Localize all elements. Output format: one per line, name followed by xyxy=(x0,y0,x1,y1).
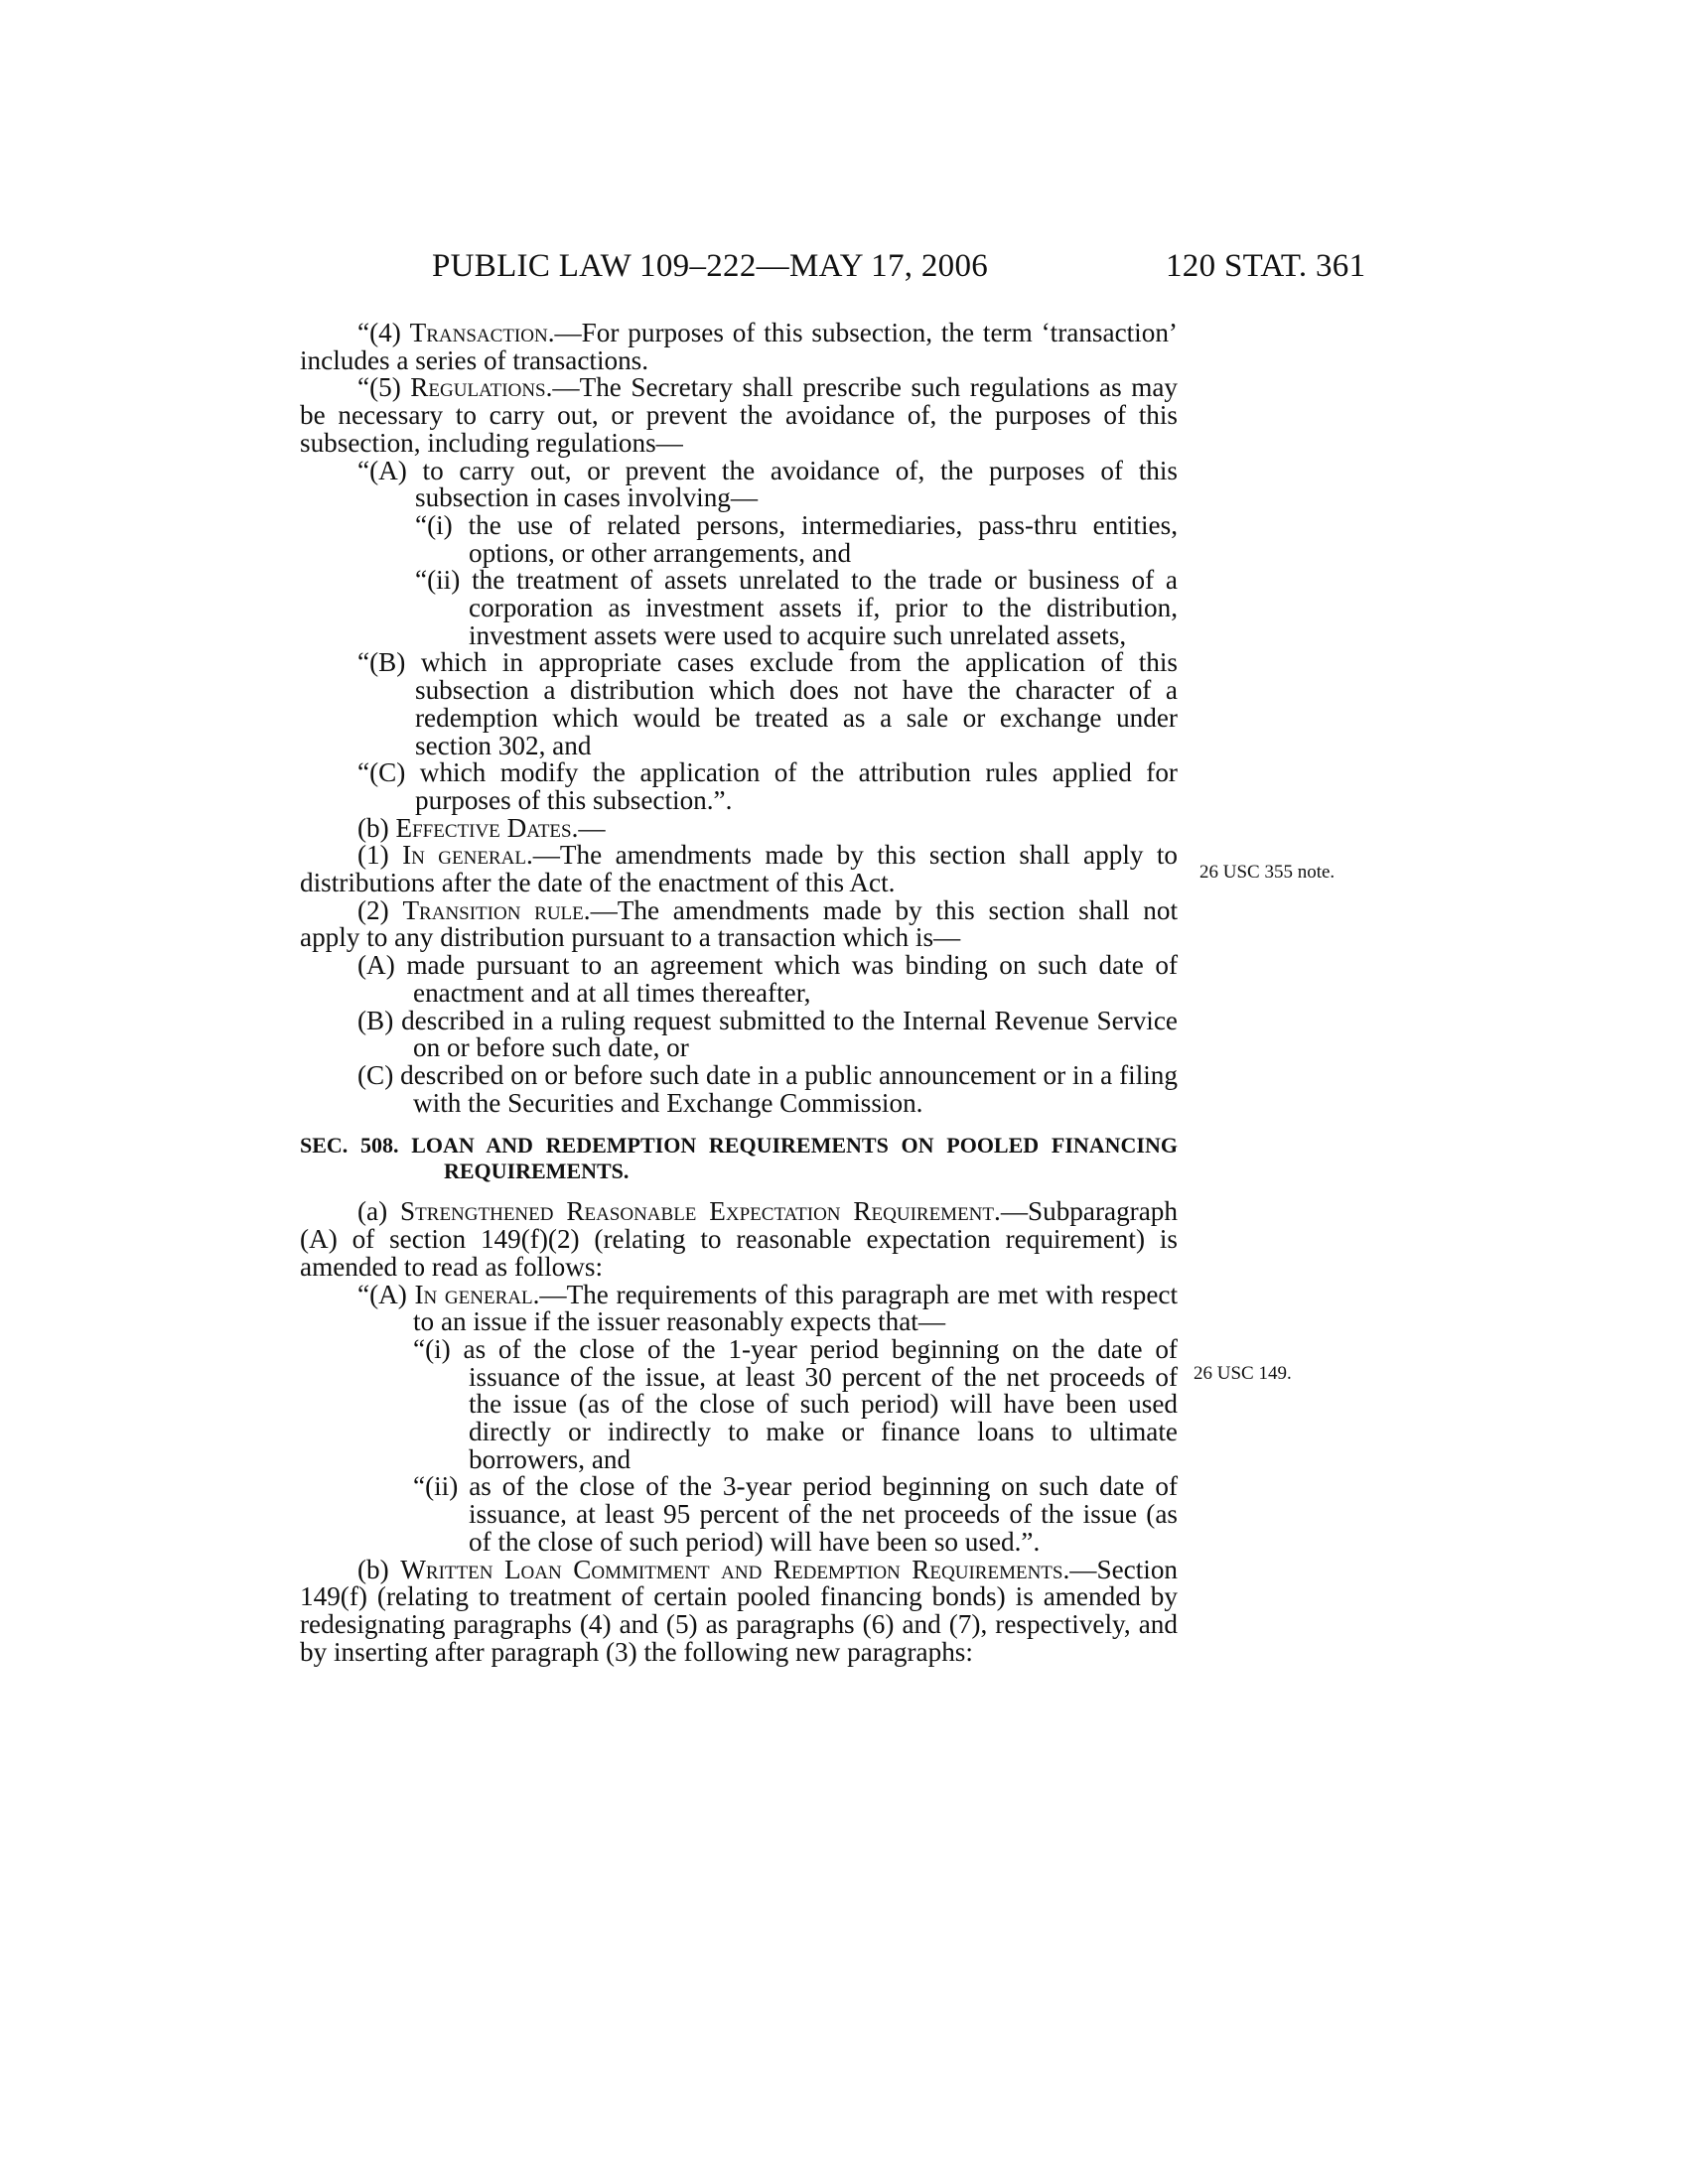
clause-a-i-one-year: “(i) as of the close of the 1-year period beginning on the date of issuance of the issue, at least 30 percent of the net proceeds of the issue (as of the close of such period) will have been used directly or indirectly to make or finance loans to ultimate borrowers, and xyxy=(413,1333,1178,1474)
subparagraph-b-2-a: (A) made pursuant to an agreement which was binding on such date of enactment and at all times thereafter, xyxy=(357,950,1178,1008)
subparagraph-a-in-general: “(A) In general.—The requirements of this paragraph are met with respect to an issue if the issuer reasonably expects that— xyxy=(357,1279,1179,1337)
statute-text xyxy=(300,320,1178,1666)
paragraph-b-1-in-general: (1) In general.—The amendments made by this section shall apply to distributions after the date of the enactment of this Act. xyxy=(300,840,1179,898)
subsection-b-written-loan-commitment: (b) Written Loan Commitment and Redemption Requirements.—Section 149(f) (relating to treatment of certain pooled financing bonds) is amended by redesignating paragraphs (4) and (5) as paragraphs (6) and (7), respectively, and by inserting after paragraph (3) the following new paragraphs: xyxy=(300,1554,1179,1667)
stat-page-number: 120 STAT. 361 xyxy=(1166,248,1366,284)
running-head: PUBLIC LAW 109–222—MAY 17, 2006 xyxy=(432,248,989,284)
paragraph-4-transaction: “(4) Transaction.—For purposes of this subsection, the term ‘transaction’ includes a series of transactions. xyxy=(300,318,1178,375)
clause-a-ii-three-year: “(ii) as of the close of the 3-year period beginning on such date of issuance, at least 95 percent of the net proceeds of the issue (as of the close of such period) will have been so used.”. xyxy=(413,1471,1178,1557)
clause-a-i: “(i) the use of related persons, intermediaries, pass-thru entities, options, or other arrangements, and xyxy=(415,509,1178,568)
paragraph-5-regulations: “(5) Regulations.—The Secretary shall prescribe such regulations as may be necessary to carry out, or prevent the avoidance of, the purposes of this subsection, including regulations— xyxy=(300,372,1178,458)
subsection-b-effective-dates: (b) Effective Dates.— xyxy=(357,812,606,843)
margin-note-usc-149: 26 USC 149. xyxy=(1194,1363,1292,1384)
subparagraph-c: “(C) which modify the application of the attribution rules applied for purposes of this subsection.”. xyxy=(357,757,1178,815)
paragraph-b-2-transition-rule: (2) Transition rule.—The amendments made by this section shall not apply to any distribution pursuant to a transaction which is— xyxy=(300,894,1179,953)
subparagraph-b-2-c: (C) described on or before such date in a public announcement or in a filing with the Securities and Exchange Commission. xyxy=(357,1059,1178,1118)
subparagraph-b: “(B) which in appropriate cases exclude from the application of this subsection a distribution which does not have the character of a redemption which would be treated as a sale or exchange under section 302, and xyxy=(357,647,1178,760)
margin-note-usc-355: 26 USC 355 note. xyxy=(1199,862,1336,883)
subsection-a-strengthened-expectation: (a) Strengthened Reasonable Expectation Requirement.—Subparagraph (A) of section 149(f)(2) (relating to reasonable expectation requirement) is amended to read as follows: xyxy=(300,1196,1178,1282)
subparagraph-b-2-b: (B) described in a ruling request submitted to the Internal Revenue Service on or before such date, or xyxy=(357,1005,1178,1063)
subparagraph-a: “(A) to carry out, or prevent the avoidance of, the purposes of this subsection in cases involving— xyxy=(357,455,1178,513)
clause-a-ii: “(ii) the treatment of assets unrelated to the trade or business of a corporation as investment assets if, prior to the distribution, investment assets were used to acquire such unrelated assets, xyxy=(415,565,1178,650)
section-508-heading: SEC. 508. LOAN AND REDEMPTION REQUIREMENTS ON POOLED FINANCING REQUIREMENTS. xyxy=(300,1133,1178,1184)
